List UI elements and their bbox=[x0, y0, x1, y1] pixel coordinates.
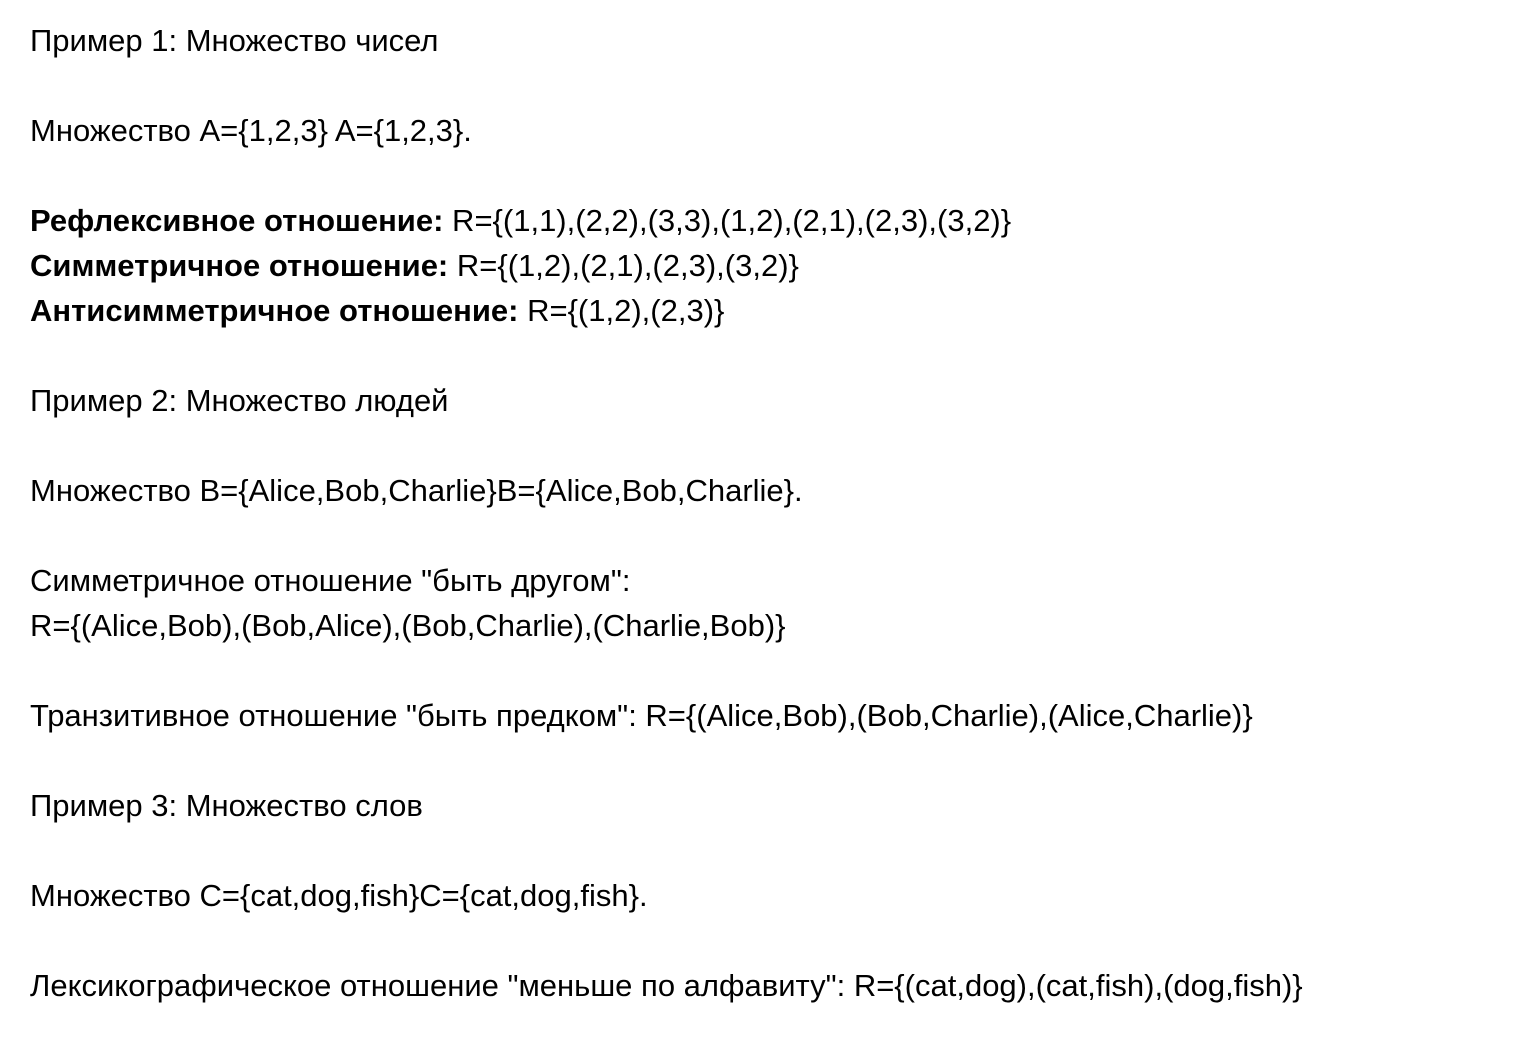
example3-heading: Пример 3: Множество слов bbox=[30, 788, 423, 823]
reflexive-label: Рефлексивное отношение: bbox=[30, 203, 444, 238]
symmetric-value: R={(1,2),(2,1),(2,3),(3,2)} bbox=[448, 248, 799, 283]
document-body bbox=[30, 18, 1490, 1008]
symmetric-label: Симметричное отношение: bbox=[30, 248, 449, 283]
antisymmetric-label: Антисимметричное отношение: bbox=[30, 293, 519, 328]
spacer bbox=[30, 513, 1490, 558]
spacer bbox=[30, 828, 1490, 873]
spacer bbox=[30, 333, 1490, 378]
spacer bbox=[30, 63, 1490, 108]
spacer bbox=[30, 738, 1490, 783]
example3-set: Множество C={cat,dog,fish}C={cat,dog,fish}. bbox=[30, 878, 648, 913]
reflexive-value: R={(1,1),(2,2),(3,3),(1,2),(2,1),(2,3),(3,2)} bbox=[443, 203, 1012, 238]
spacer bbox=[30, 153, 1490, 198]
example2-set: Множество B={Alice,Bob,Charlie}B={Alice,Bob,Charlie}. bbox=[30, 473, 803, 508]
example1-symmetric bbox=[30, 243, 1490, 288]
spacer bbox=[30, 423, 1490, 468]
example1-reflexive bbox=[30, 198, 1490, 243]
example1-antisymmetric bbox=[30, 288, 1490, 333]
example2-symmetric-value: R={(Alice,Bob),(Bob,Alice),(Bob,Charlie),(Charlie,Bob)} bbox=[30, 608, 786, 643]
example1-heading: Пример 1: Множество чисел bbox=[30, 23, 439, 58]
example3-lexicographic: Лексикографическое отношение "меньше по алфавиту": R={(cat,dog),(cat,fish),(dog,fish)} bbox=[30, 968, 1303, 1003]
example2-symmetric-title: Симметричное отношение "быть другом": bbox=[30, 563, 631, 598]
example2-transitive: Транзитивное отношение "быть предком": R={(Alice,Bob),(Bob,Charlie),(Alice,Charlie)} bbox=[30, 698, 1253, 733]
example1-set: Множество A={1,2,3} A={1,2,3}. bbox=[30, 113, 472, 148]
antisymmetric-value: R={(1,2),(2,3)} bbox=[518, 293, 725, 328]
spacer bbox=[30, 918, 1490, 963]
example2-heading: Пример 2: Множество людей bbox=[30, 383, 449, 418]
spacer bbox=[30, 648, 1490, 693]
